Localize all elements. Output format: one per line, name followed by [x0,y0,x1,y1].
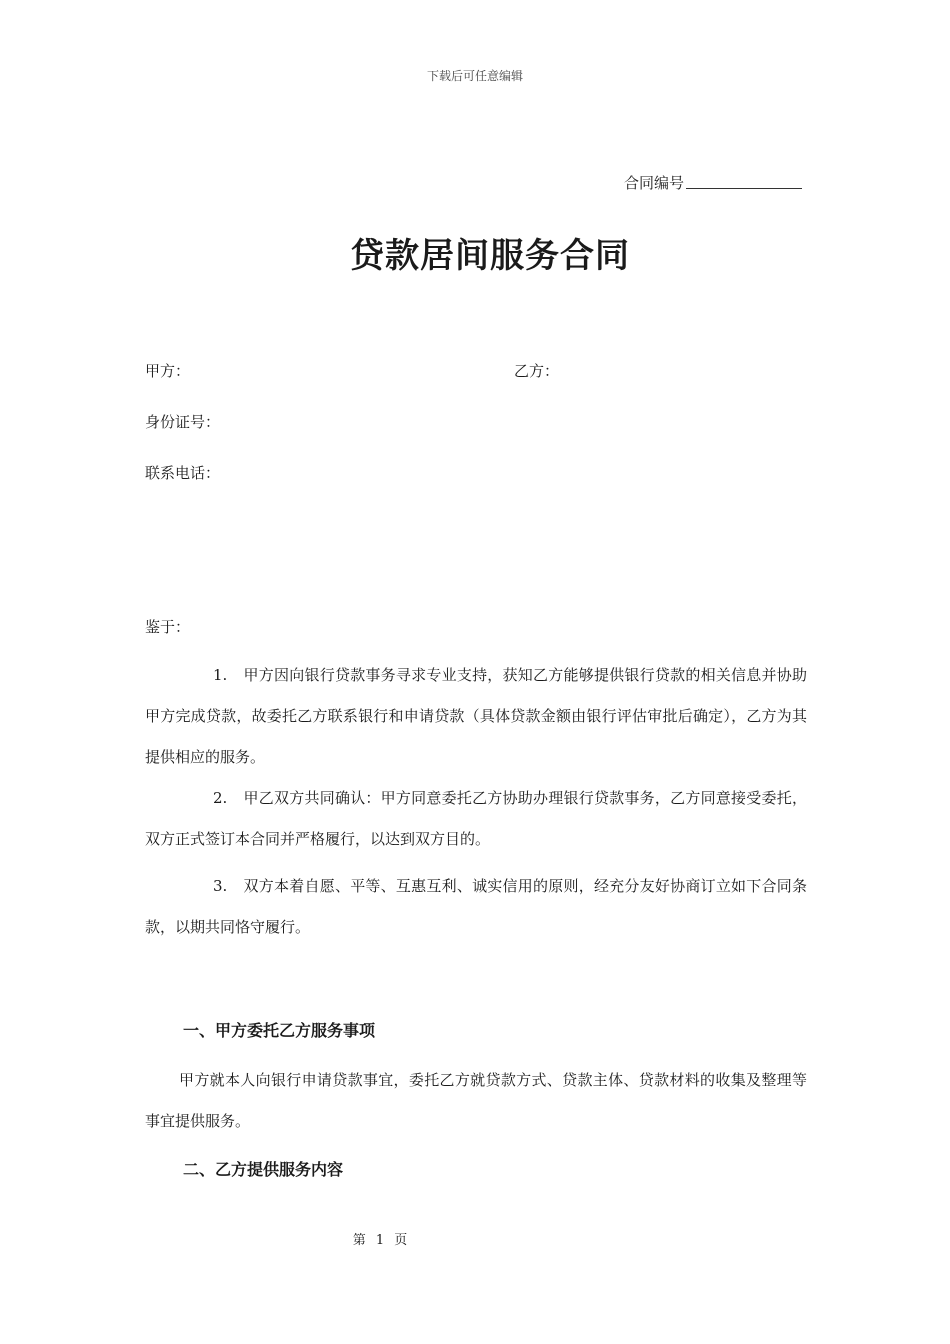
recital-1 [145,655,807,778]
party-b-label: 乙方： [514,362,560,380]
recital-number: 2. [213,789,228,807]
document-title: 贷款居间服务合同 [350,236,630,276]
recital-text: 甲方因向银行贷款事务寻求专业支持，获知乙方能够提供银行贷款的相关信息并协助甲方完成贷款，故委托乙方联系银行和申请贷款（具体贷款金额由银行评估审批后确定），乙方为其提供相应的服务。 [145,666,807,766]
phone-label: 联系电话： [145,464,221,482]
recital-text: 双方本着自愿、平等、互惠互利、诚实信用的原则，经充分友好协商订立如下合同条款，以期共同恪守履行。 [145,877,807,936]
recital-3 [145,866,807,948]
footer-prefix: 第 [352,1233,366,1248]
contract-number-blank [686,174,802,189]
recital-text: 甲乙双方共同确认：甲方同意委托乙方协助办理银行贷款事务，乙方同意接受委托，双方正式签订本合同并严格履行，以达到双方目的。 [145,789,807,848]
footer-suffix: 页 [394,1233,408,1248]
page-footer [0,1229,760,1248]
section-1-heading: 一、甲方委托乙方服务事项 [183,1021,376,1040]
header-note: 下载后可任意编辑 [426,69,523,83]
party-a-label: 甲方： [145,362,191,380]
page-number: 1 [375,1233,385,1248]
recital-2 [145,778,807,860]
section-1-text: 甲方就本人向银行申请贷款事宜，委托乙方就贷款方式、贷款主体、贷款材料的收集及整理等事宜提供服务。 [145,1071,807,1130]
whereas-label: 鉴于： [145,618,191,636]
contract-number [624,172,802,193]
recital-number: 3. [213,877,228,895]
recital-number: 1. [213,666,228,684]
contract-number-label: 合同编号 [624,174,685,192]
section-2-heading: 二、乙方提供服务内容 [183,1160,344,1179]
id-number-label: 身份证号： [145,413,221,431]
